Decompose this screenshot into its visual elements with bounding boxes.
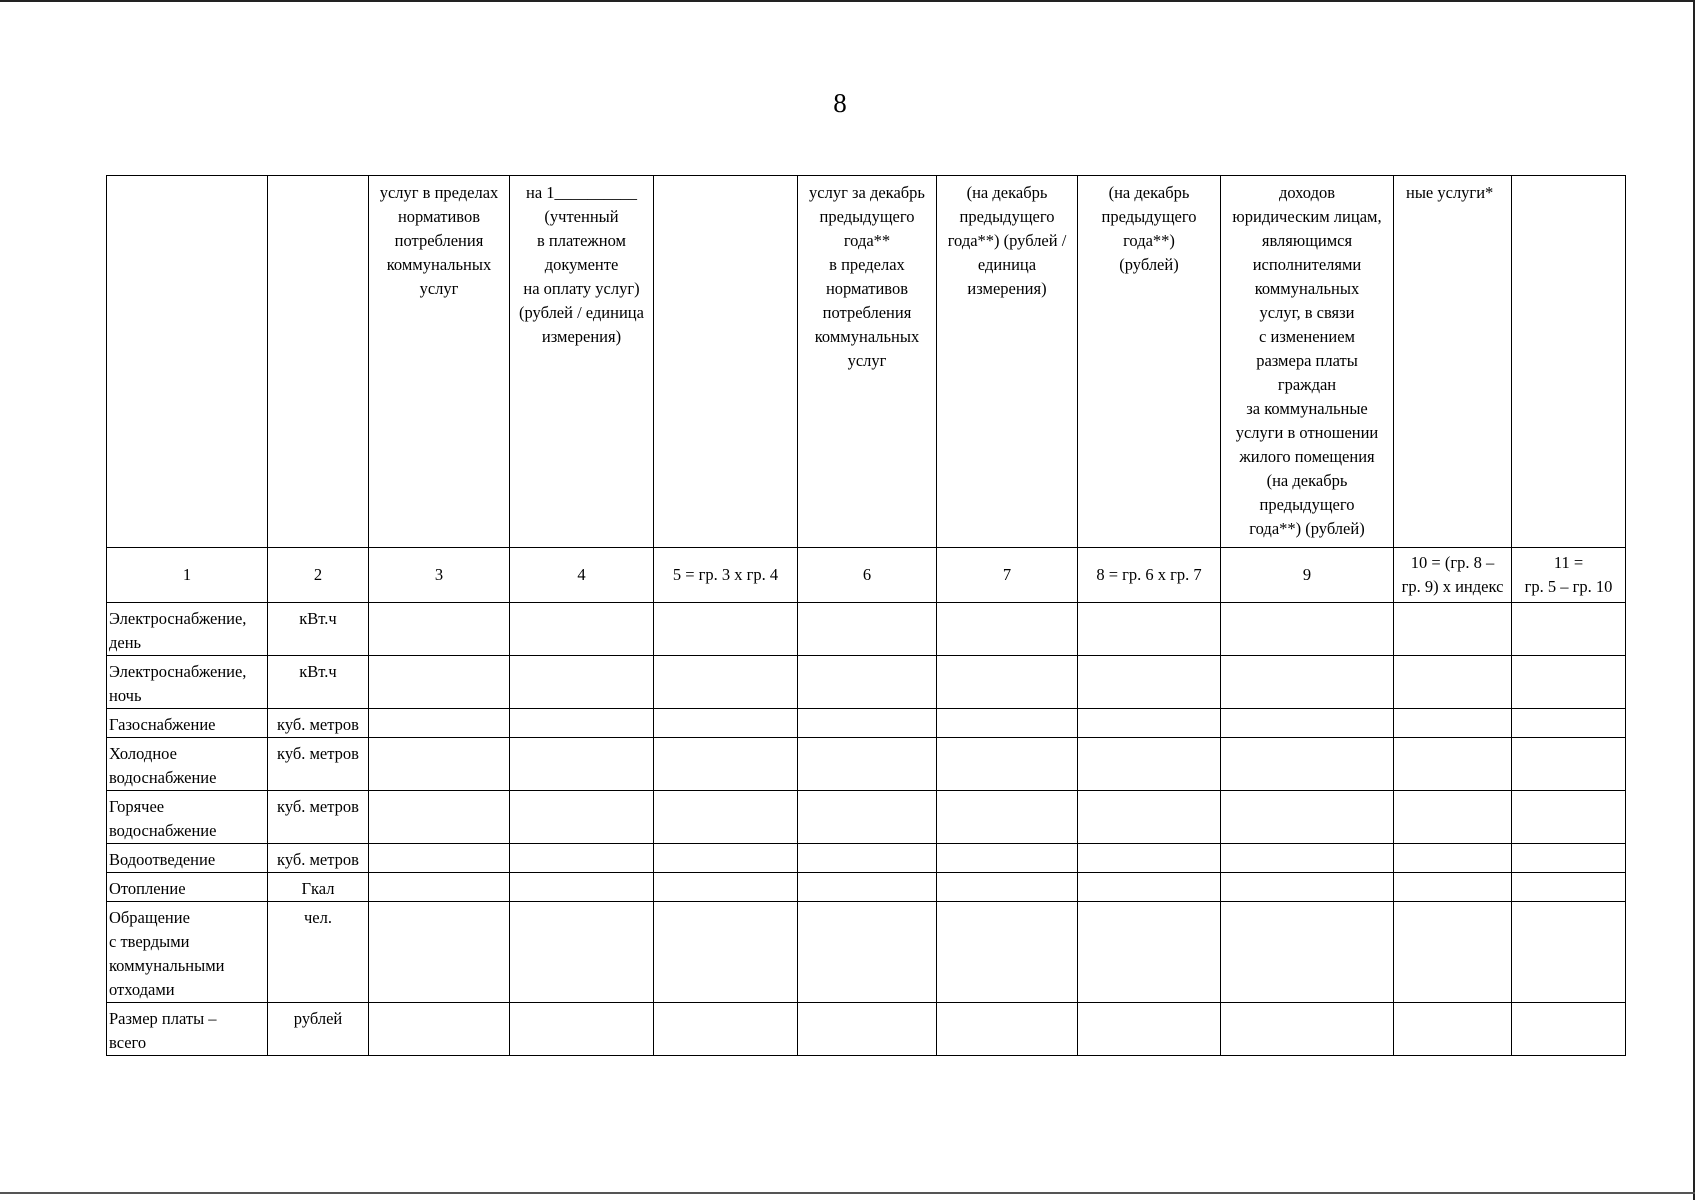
resource-name: Электроснабжение, ночь [107,656,268,709]
scan-edge-bottom [0,1192,1695,1194]
value-cell [1221,1003,1394,1056]
value-cell [1221,738,1394,791]
tariff-table [106,175,1626,1056]
unit-cell: куб. метров [268,738,369,791]
value-cell [937,656,1078,709]
column-number: 4 [510,548,654,603]
value-cell [798,902,937,1003]
value-cell [937,603,1078,656]
unit-cell: кВт.ч [268,656,369,709]
value-cell [798,791,937,844]
unit-cell: куб. метров [268,791,369,844]
header-cell-4: на 1__________ (учтенный в платежном документе на оплату услуг) (рублей / единица измерения) [510,176,654,548]
value-cell [1512,844,1626,873]
column-number: 3 [369,548,510,603]
table-row [107,603,1626,656]
column-number-row [107,548,1626,603]
value-cell [1394,738,1512,791]
header-cell-3: услуг в пределах нормативов потребления коммунальных услуг [369,176,510,548]
value-cell [798,656,937,709]
value-cell [798,603,937,656]
value-cell [654,709,798,738]
header-cell-6: услуг за декабрь предыдущего года** в пределах нормативов потребления коммунальных услуг [798,176,937,548]
value-cell [1512,791,1626,844]
value-cell [937,1003,1078,1056]
value-cell [654,873,798,902]
value-cell [937,873,1078,902]
scan-edge-top [0,0,1695,2]
value-cell [937,791,1078,844]
header-row [107,176,1626,548]
header-cell-2 [268,176,369,548]
value-cell [510,738,654,791]
value-cell [937,709,1078,738]
column-number: 7 [937,548,1078,603]
column-number: 9 [1221,548,1394,603]
header-cell-10: ные услуги* [1394,176,1512,548]
unit-cell: чел. [268,902,369,1003]
value-cell [798,873,937,902]
value-cell [1221,902,1394,1003]
value-cell [1394,844,1512,873]
value-cell [1221,873,1394,902]
unit-cell: куб. метров [268,709,369,738]
header-cell-5 [654,176,798,548]
resource-name: Обращение с твердыми коммунальными отходами [107,902,268,1003]
column-number: 8 = гр. 6 x гр. 7 [1078,548,1221,603]
table-row [107,656,1626,709]
table-row [107,791,1626,844]
value-cell [1512,656,1626,709]
value-cell [798,709,937,738]
resource-name: Горячее водоснабжение [107,791,268,844]
value-cell [1221,603,1394,656]
value-cell [937,738,1078,791]
table-row [107,844,1626,873]
value-cell [369,656,510,709]
value-cell [1512,709,1626,738]
value-cell [654,1003,798,1056]
table-row [107,738,1626,791]
value-cell [510,902,654,1003]
value-cell [654,603,798,656]
value-cell [510,873,654,902]
value-cell [510,1003,654,1056]
value-cell [654,902,798,1003]
page-number: 8 [833,88,847,118]
value-cell [1512,902,1626,1003]
unit-cell: рублей [268,1003,369,1056]
table-row [107,873,1626,902]
header-cell-1 [107,176,268,548]
column-number: 10 = (гр. 8 – гр. 9) x индекс [1394,548,1512,603]
resource-name: Водоотведение [107,844,268,873]
unit-cell: куб. метров [268,844,369,873]
value-cell [1078,1003,1221,1056]
value-cell [510,656,654,709]
value-cell [369,844,510,873]
value-cell [654,844,798,873]
column-number: 1 [107,548,268,603]
value-cell [1078,791,1221,844]
value-cell [1078,873,1221,902]
value-cell [798,1003,937,1056]
value-cell [369,709,510,738]
header-cell-9: доходов юридическим лицам, являющимся исполнителями коммунальных услуг, в связи с изменением размера платы граждан за коммунальные услуги в отношении жилого помещения (на декабрь предыдущего года**) (рублей) [1221,176,1394,548]
column-number: 11 = гр. 5 – гр. 10 [1512,548,1626,603]
value-cell [1078,738,1221,791]
header-cell-11 [1512,176,1626,548]
value-cell [1078,656,1221,709]
value-cell [1394,656,1512,709]
column-number: 5 = гр. 3 x гр. 4 [654,548,798,603]
value-cell [1512,1003,1626,1056]
value-cell [937,902,1078,1003]
column-number: 2 [268,548,369,603]
unit-cell: кВт.ч [268,603,369,656]
value-cell [369,791,510,844]
value-cell [798,844,937,873]
resource-name: Электроснабжение, день [107,603,268,656]
value-cell [1221,709,1394,738]
value-cell [1394,902,1512,1003]
resource-name: Размер платы – всего [107,1003,268,1056]
unit-cell: Гкал [268,873,369,902]
value-cell [510,791,654,844]
value-cell [798,738,937,791]
table-row [107,1003,1626,1056]
value-cell [1512,873,1626,902]
value-cell [654,791,798,844]
value-cell [369,873,510,902]
value-cell [1078,844,1221,873]
value-cell [937,844,1078,873]
value-cell [369,1003,510,1056]
value-cell [1078,603,1221,656]
resource-name: Газоснабжение [107,709,268,738]
resource-name: Холодное водоснабжение [107,738,268,791]
header-cell-8: (на декабрь предыдущего года**) (рублей) [1078,176,1221,548]
value-cell [1394,603,1512,656]
value-cell [510,603,654,656]
value-cell [369,603,510,656]
value-cell [369,738,510,791]
value-cell [510,844,654,873]
header-cell-7: (на декабрь предыдущего года**) (рублей / единица измерения) [937,176,1078,548]
value-cell [369,902,510,1003]
value-cell [1078,902,1221,1003]
value-cell [1394,709,1512,738]
table-row [107,709,1626,738]
value-cell [1394,873,1512,902]
column-number: 6 [798,548,937,603]
value-cell [1394,791,1512,844]
value-cell [1512,603,1626,656]
value-cell [1394,1003,1512,1056]
value-cell [654,656,798,709]
value-cell [1078,709,1221,738]
value-cell [510,709,654,738]
table-row [107,902,1626,1003]
value-cell [1512,738,1626,791]
value-cell [654,738,798,791]
value-cell [1221,656,1394,709]
value-cell [1221,791,1394,844]
value-cell [1221,844,1394,873]
resource-name: Отопление [107,873,268,902]
